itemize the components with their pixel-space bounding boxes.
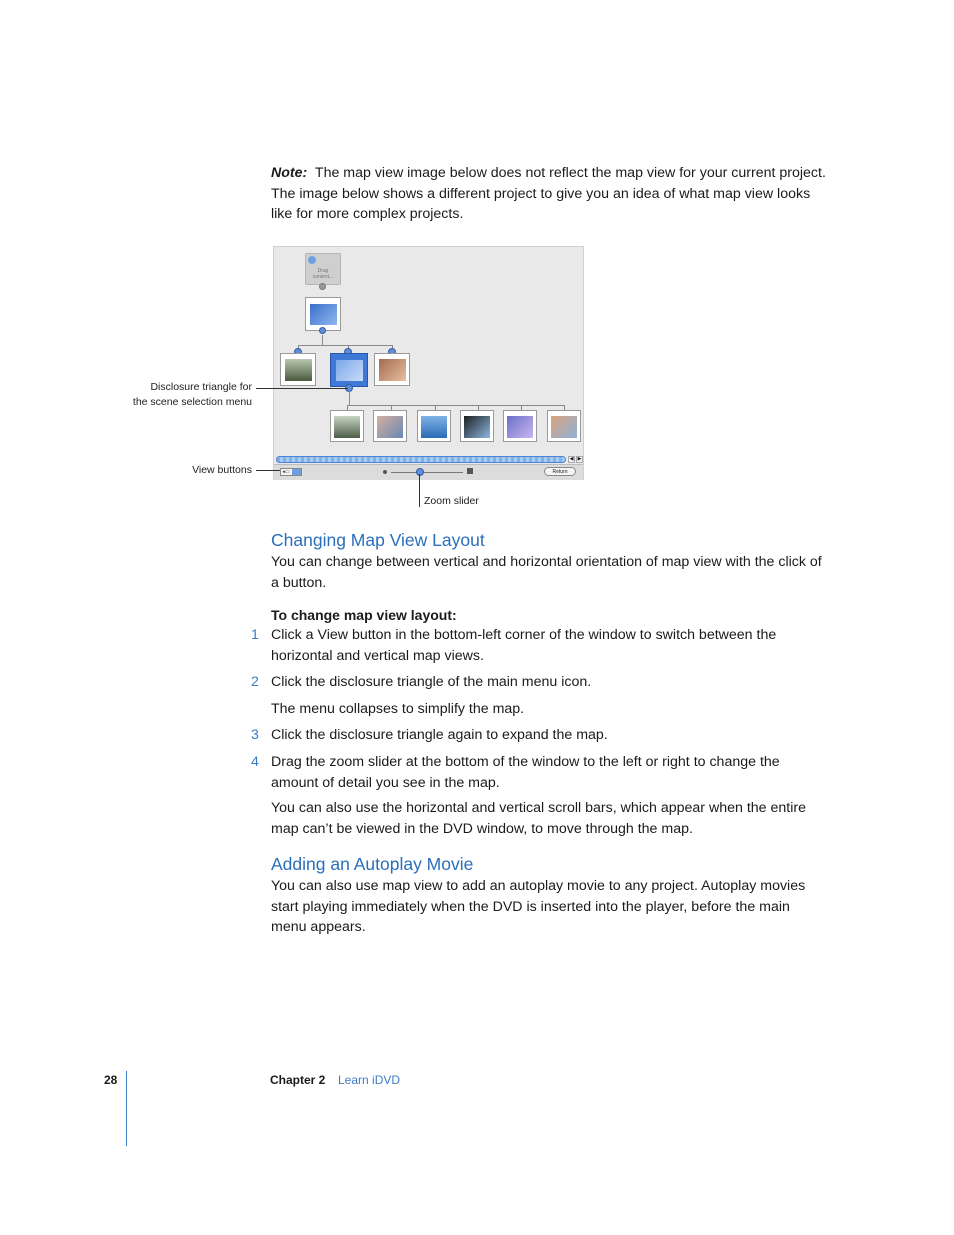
vertical-view-button[interactable] bbox=[292, 469, 301, 475]
autoplay-disclosure-icon[interactable] bbox=[319, 283, 326, 290]
submenu-thumbnail-1[interactable] bbox=[280, 353, 316, 386]
autoplay-drop-well bbox=[305, 253, 341, 285]
section-title-autoplay: Adding an Autoplay Movie bbox=[271, 854, 474, 874]
note-paragraph bbox=[271, 163, 826, 225]
scroll-right-arrow-icon[interactable]: ▶ bbox=[577, 456, 582, 462]
page-number: 28 bbox=[104, 1073, 118, 1087]
step-text: Drag the zoom slider at the bottom of the window to the left or right to change the amount of detail you see in the map. bbox=[271, 754, 780, 791]
scene-thumbnail-1[interactable] bbox=[330, 410, 364, 442]
cd-icon bbox=[308, 256, 316, 264]
zoom-leader-line bbox=[419, 474, 420, 507]
zoom-out-icon bbox=[383, 470, 387, 474]
footer-chapter-title: Learn iDVD bbox=[338, 1073, 401, 1087]
procedure-subhead: To change map view layout: bbox=[271, 607, 457, 623]
zoom-slider-callout: Zoom slider bbox=[424, 495, 479, 507]
zoom-slider-track[interactable] bbox=[391, 472, 463, 473]
scene-thumbnail-3[interactable] bbox=[417, 410, 451, 442]
map-view-figure bbox=[273, 246, 584, 480]
step-text: Click the disclosure triangle again to expand the map. bbox=[271, 727, 608, 743]
scene-thumbnail-2[interactable] bbox=[373, 410, 407, 442]
zoom-in-icon bbox=[467, 468, 473, 474]
step-number: 1 bbox=[251, 627, 259, 643]
disclosure-callout-line-1: Disclosure triangle for bbox=[150, 381, 252, 393]
return-button[interactable]: Return bbox=[544, 467, 576, 476]
note-text: The map view image below does not reflect the map view for your current project. The image below shows a different project to give you an idea of what map view looks like for more complex projects. bbox=[271, 165, 826, 223]
view-buttons bbox=[280, 468, 302, 476]
section-title-map-layout: Changing Map View Layout bbox=[271, 530, 485, 550]
drag-label: Drag bbox=[317, 268, 329, 274]
scene-thumbnail-5[interactable] bbox=[503, 410, 537, 442]
footer-chapter: Chapter 2 bbox=[270, 1073, 326, 1087]
view-buttons-leader-line bbox=[256, 470, 280, 471]
disclosure-callout-line-2: the scene selection menu bbox=[132, 396, 252, 408]
drag-label-2: content... bbox=[312, 274, 334, 280]
step-4-note: You can also use the horizontal and vertical scroll bars, which appear when the entire map can’t be viewed in the DVD window, to move through the map. bbox=[271, 800, 806, 837]
note-label: Note: bbox=[271, 165, 308, 181]
scroll-left-arrow-icon[interactable]: ◀ bbox=[569, 456, 574, 462]
main-menu-image bbox=[310, 304, 337, 325]
submenu-thumbnail-3[interactable] bbox=[374, 353, 410, 386]
horizontal-view-button[interactable]: ◂▭ bbox=[282, 469, 290, 475]
main-menu-thumbnail[interactable] bbox=[305, 297, 341, 331]
step-text: Click the disclosure triangle of the main menu icon. bbox=[271, 674, 592, 690]
section-intro: You can change between vertical and horizontal orientation of map view with the click of a button. bbox=[271, 554, 822, 591]
footer-rule bbox=[126, 1071, 127, 1146]
horizontal-scrollbar[interactable] bbox=[276, 456, 566, 463]
step-number: 2 bbox=[251, 674, 259, 690]
autoplay-paragraph: You can also use map view to add an autoplay movie to any project. Autoplay movies start playing immediately when the DVD is inserted into the player, before the main menu appears. bbox=[271, 878, 806, 936]
scene-thumbnail-4[interactable] bbox=[460, 410, 494, 442]
scene-thumbnail-6[interactable] bbox=[547, 410, 581, 442]
main-menu-disclosure-icon[interactable] bbox=[319, 327, 326, 334]
step-number: 3 bbox=[251, 727, 259, 743]
zoom-slider-thumb[interactable] bbox=[416, 468, 424, 476]
step-number: 4 bbox=[251, 754, 259, 770]
disclosure-leader-line bbox=[256, 388, 348, 389]
step-2-result: The menu collapses to simplify the map. bbox=[271, 701, 525, 717]
view-buttons-callout: View buttons bbox=[192, 464, 252, 476]
step-text: Click a View button in the bottom-left corner of the window to switch between the horizontal and vertical map views. bbox=[271, 627, 777, 664]
disclosure-callout bbox=[118, 380, 252, 410]
scene-selection-thumbnail[interactable] bbox=[330, 353, 368, 387]
